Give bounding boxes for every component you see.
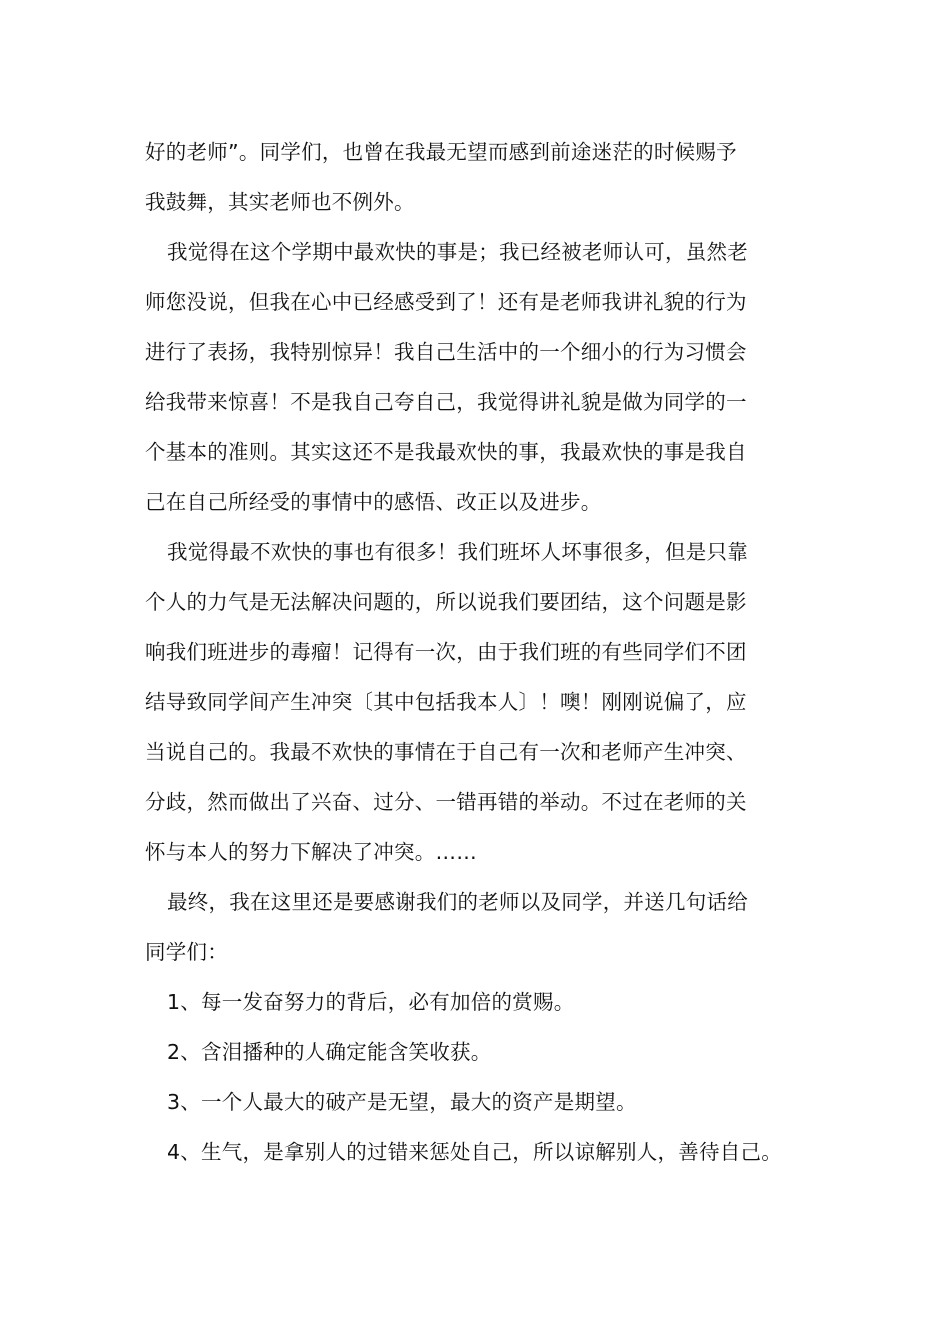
list-item-2: 2、含泪播种的人确定能含笑收获。 <box>167 1040 492 1064</box>
text-line-15: 怀与本人的努力下解决了冲突。…… <box>145 840 477 864</box>
document-body <box>145 127 825 1177</box>
text-line-12: 结导致同学间产生冲突〔其中包括我本人〕！噢！刚刚说偏了，应 <box>145 690 747 714</box>
text-line-17: 同学们： <box>145 940 228 964</box>
text-line-1: 好的老师”。同学们，也曾在我最无望而感到前途迷茫的时候赐予 <box>145 140 737 164</box>
text-line-11: 响我们班进步的毒瘤！记得有一次，由于我们班的有些同学们不团 <box>145 640 747 664</box>
list-item-1: 1、每一发奋努力的背后，必有加倍的赏赐。 <box>167 990 575 1014</box>
text-line-9: 我觉得最不欢快的事也有很多！我们班坏人坏事很多，但是只靠 <box>167 540 748 564</box>
text-line-14: 分歧，然而做出了兴奋、过分、一错再错的举动。不过在老师的关 <box>145 790 747 814</box>
text-line-7: 个基本的准则。其实这还不是我最欢快的事，我最欢快的事是我自 <box>145 440 747 464</box>
text-line-8: 己在自己所经受的事情中的感悟、改正以及进步。 <box>145 490 602 514</box>
list-item-4: 4、生气，是拿别人的过错来惩处自己，所以谅解别人，善待自己。 <box>167 1140 783 1164</box>
text-line-5: 进行了表扬，我特别惊异！我自己生活中的一个细小的行为习惯会 <box>145 340 747 364</box>
text-line-3: 我觉得在这个学期中最欢快的事是；我已经被老师认可，虽然老 <box>167 240 748 264</box>
list-item-3: 3、一个人最大的破产是无望，最大的资产是期望。 <box>167 1090 637 1114</box>
text-line-6: 给我带来惊喜！不是我自己夸自己，我觉得讲礼貌是做为同学的一 <box>145 390 747 414</box>
text-line-4: 师您没说，但我在心中已经感受到了！还有是老师我讲礼貌的行为 <box>145 290 747 314</box>
text-line-13: 当说自己的。我最不欢快的事情在于自己有一次和老师产生冲突、 <box>145 740 747 764</box>
text-line-16: 最终，我在这里还是要感谢我们的老师以及同学，并送几句话给 <box>167 890 748 914</box>
text-line-2: 我鼓舞，其实老师也不例外。 <box>145 190 415 214</box>
text-line-10: 个人的力气是无法解决问题的，所以说我们要团结，这个问题是影 <box>145 590 747 614</box>
